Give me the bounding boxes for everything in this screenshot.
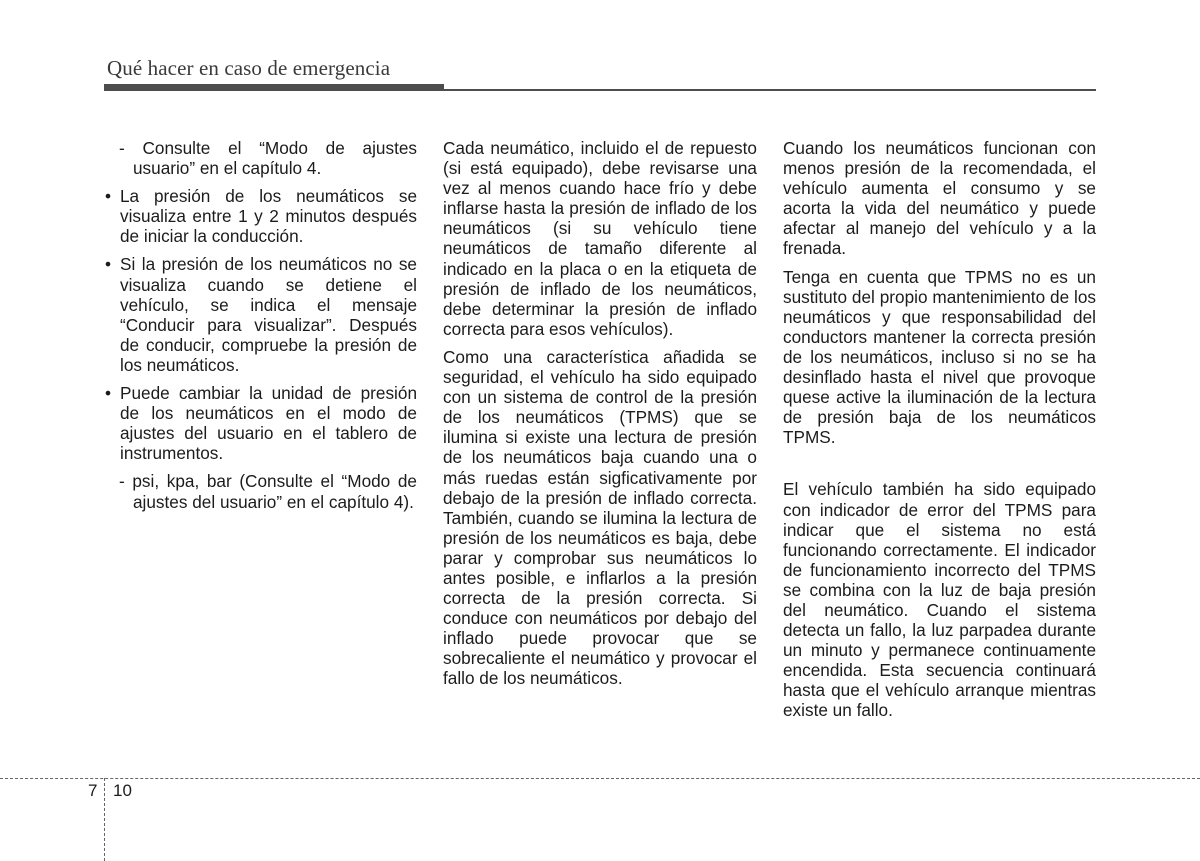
bullet-text: Si la presión de los neumáticos no se visualiza cuando se detiene el vehículo, se indica el mensaje “Conducir para visualizar”. Después de conducir, compruebe la presión de los neumáticos. [120, 254, 417, 375]
bullet-icon: • [105, 254, 112, 275]
bullet-icon: • [105, 186, 112, 207]
bullet-text: La presión de los neumáticos se visualiza entre 1 y 2 minutos después de iniciar la conducción. [120, 186, 417, 247]
paragraph: El vehículo también ha sido equipado con indicador de error del TPMS para indicar que el sistema no está funcionando correctamente. El indicador de funcionamiento incorrecto del TPMS se combina con la luz de baja presión del neumático. Cuando el sistema detecta un fallo, la luz parpadea durante un minuto y permanece continuamente encendida. Esta secuencia continuará hasta que el vehículo arranque mientras existe un fallo. [783, 479, 1096, 721]
paragraph: Tenga en cuenta que TPMS no es un sustituto del propio mantenimiento de los neumáticos y que responsabilidad del conductors mantener la correcta presión de los neumáticos, incluso si no se ha desinflado hasta el nivel que provoque quese active la iluminación de la lectura de presión baja de los neumáticos TPMS. [783, 266, 1096, 448]
spacer [783, 455, 1096, 479]
footer-dashed-divider [104, 778, 105, 861]
paragraph: Cuando los neumáticos funcionan con menos presión de la recomendada, el vehículo aumenta el consumo y se acorta la vida del neumático y puede afectar al manejo del vehículo y a la frenada. [783, 138, 1096, 259]
chapter-number: 7 [88, 781, 98, 800]
footer-dashed-rule [0, 778, 1200, 779]
text-column-1 [103, 138, 417, 520]
bullet-icon: • [105, 383, 112, 404]
dash-item: - Consulte el “Modo de ajustes usuario” en el capítulo 4. [119, 138, 417, 179]
page-number: 10 [113, 781, 132, 800]
paragraph: Cada neumático, incluido el de repuesto (si está equipado), debe revisarse una vez al menos cuando hace frío y debe inflarse hasta la presión de inflado de los neumáticos (si su vehículo tiene neumáticos de tamaño diferente al indicado en la placa o en la etiqueta de presión de inflado de los neumáticos, debe determinar la presión de inflado correcta para esos vehículos). [443, 138, 757, 339]
bullet-item [103, 186, 417, 246]
paragraph: Como una característica añadida se seguridad, el vehículo ha sido equipado con un sistema de control de la presión de los neumáticos (TPMS) que se ilumina si existe una lectura de presión de los neumáticos baja cuando una o más ruedas están sigficativamente por debajo de la presión de inflado correcta. También, cuando se ilumina la lectura de presión de los neumáticos es baja, debe parar y comprobar sus neumáticos lo antes posible, e inflarlos a la presión correcta de la presión correcta. Si conduce con neumáticos por debajo del inflado puede provocar que se sobrecaliente el neumático y provocar el fallo de los neumáticos. [443, 346, 757, 689]
page-header-title: Qué hacer en caso de emergencia [107, 56, 391, 80]
bullet-item [103, 383, 417, 463]
text-column-2 [443, 138, 757, 697]
dash-item: - psi, kpa, bar (Consulte el “Modo de ajustes del usuario” en el capítulo 4). [119, 471, 417, 512]
header-rule-thin [444, 89, 1096, 91]
bullet-item [103, 254, 417, 375]
header-rule-thick [104, 84, 444, 91]
text-column-3 [783, 138, 1096, 729]
bullet-text: Puede cambiar la unidad de presión de los neumáticos en el modo de ajustes del usuario en el tablero de instrumentos. [120, 383, 417, 464]
